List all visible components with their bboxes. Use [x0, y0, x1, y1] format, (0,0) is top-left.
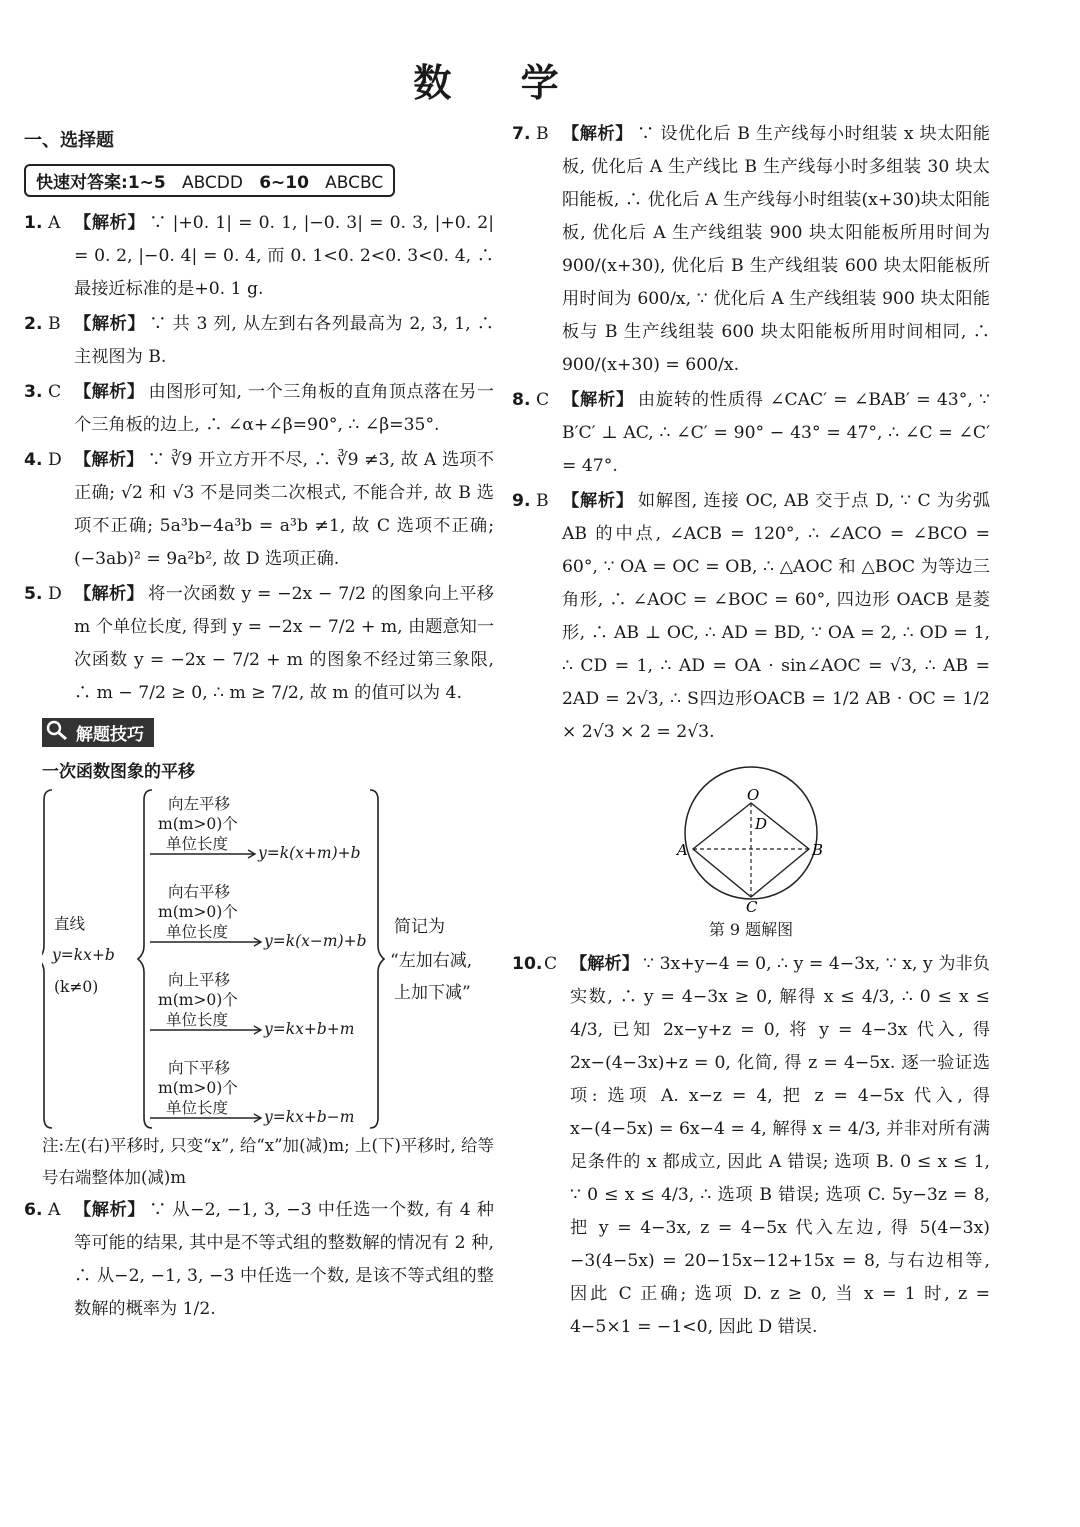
question-6 [24, 1194, 494, 1326]
answer-letter: A [48, 213, 61, 233]
answer-letter: C [544, 954, 558, 974]
line-equation: y=kx+b [52, 946, 115, 964]
analysis-tag: 【解析】 [74, 213, 146, 233]
question-10 [512, 948, 990, 1344]
point-b-label: B [812, 841, 824, 859]
mnemonic-1: 简记为 [394, 917, 445, 937]
page-title: 数 学 [413, 61, 587, 105]
analysis-text: 由图形可知, 一个三角板的直角顶点落在另一个三角板的边上, ∴ ∠α+∠β=90°, ∴ ∠β=35°. [74, 382, 494, 435]
analysis-tag: 【解析】 [74, 382, 145, 402]
analysis-text: 如解图, 连接 OC, AB 交于点 D, ∵ C 为劣弧 AB 的中点, ∠ACB = 120°, ∴ ∠ACO = ∠BCO = 60°, ∵ OA = OC = OB, ∴ △AOC 和 △BOC 为等边三角形, ∴ ∠AOC = ∠BOC = 60°, 四边形 OACB 是菱形, ∴ AB ⊥ OC, ∴ AD = BD, ∵ OA = 2, ∴ OD = 1, ∴ CD = 1, ∴ AD = OA · sin∠AOC = √3, ∴ AB = 2AD = 2√3, ∴ S四边形OACB = 1/2 AB · OC = 1/2 × 2√3 × 2 = 2√3. [562, 491, 990, 742]
tip-title: 一次函数图象的平移 [42, 762, 195, 782]
question-number: 5. [24, 584, 43, 604]
question-number: 3. [24, 382, 43, 402]
analysis-tag: 【解析】 [562, 390, 634, 410]
analysis-tag: 【解析】 [562, 491, 634, 511]
magnifier-icon [46, 720, 68, 740]
analysis-text: 将一次函数 y = −2x − 7/2 的图象向上平移 m 个单位长度, 得到 y = −2x − 7/2 + m, 由题意知一次函数 y = −2x − 7/2 + m 的图象不经过第三象限, ∴ m − 7/2 ≥ 0, ∴ m ≥ 7/2, 故 m 的值可以为 4. [74, 584, 495, 703]
question-3 [24, 376, 494, 442]
question-7 [512, 118, 990, 382]
circle-figure [671, 763, 831, 913]
section-heading: 一、选择题 [24, 130, 114, 151]
analysis-tag: 【解析】 [562, 124, 633, 144]
analysis-tag: 【解析】 [74, 450, 144, 470]
quick-answers-2: ABCBC [325, 173, 384, 193]
analysis-tag: 【解析】 [74, 584, 145, 604]
answer-letter: D [48, 584, 62, 604]
shift-amount: m(m>0)个 [158, 815, 238, 833]
shift-unit: 单位长度 [166, 923, 229, 941]
question-number: 8. [512, 390, 531, 410]
question-5 [24, 578, 494, 710]
point-c-label: C [746, 898, 758, 913]
answer-letter: C [536, 390, 550, 410]
analysis-tag: 【解析】 [570, 954, 640, 974]
question-number: 1. [24, 213, 43, 233]
figure-caption: 第 9 题解图 [708, 920, 794, 939]
question-number: 2. [24, 314, 43, 334]
analysis-tag: 【解析】 [74, 1200, 146, 1220]
shift-unit: 单位长度 [166, 1011, 229, 1029]
quick-range-1: 1~5 [127, 173, 166, 193]
tip-banner [42, 718, 154, 747]
left-column [24, 118, 494, 1328]
answer-letter: C [48, 382, 62, 402]
quick-answers-1: ABCDD [181, 173, 243, 193]
answer-letter: A [48, 1200, 61, 1220]
question-number: 9. [512, 491, 531, 511]
analysis-text: ∵ 设优化后 B 生产线每小时组装 x 块太阳能板, 优化后 A 生产线比 B 生产线每小时多组装 30 块太阳能板, ∴ 优化后 A 生产线每小时组装(x+30)块太阳能板, 优化后 A 生产线组装 900 块太阳能板所用时间为 900/(x+30), 优化后 B 生产线组装 600 块太阳能板所用时间为 600/x, ∵ 优化后 A 生产线组装 900 块太阳能板与 B 生产线组装 600 块太阳能板所用时间相同, ∴ 900/(x+30) = 600/x. [562, 124, 990, 375]
question-number: 6. [24, 1200, 43, 1220]
question-1 [24, 207, 494, 306]
analysis-text: ∵ |+0. 1| = 0. 1, |−0. 3| = 0. 3, |+0. 2| = 0. 2, |−0. 4| = 0. 4, 而 0. 1<0. 2<0. 3<0. 4, ∴ 最接近标准的是+0. 1 g. [74, 213, 494, 299]
figure-9 [512, 763, 990, 940]
question-number: 7. [512, 124, 531, 144]
answer-letter: B [48, 314, 61, 334]
question-9 [512, 485, 990, 749]
mnemonic-2: “左加右减, [390, 951, 473, 971]
shift-result: y=kx+b+m [264, 1020, 355, 1038]
right-column [512, 118, 990, 1346]
answer-letter: D [48, 450, 62, 470]
analysis-text: 由旋转的性质得 ∠CAC′ = ∠BAB′ = 43°, ∵ B′C′ ⊥ AC, ∴ ∠C′ = 90° − 43° = 47°, ∴ ∠C = ∠C′ = 47°. [562, 390, 990, 476]
analysis-tag: 【解析】 [74, 314, 146, 334]
tip-label: 解题技巧 [76, 725, 144, 745]
analysis-text: ∵ 共 3 列, 从左到右各列最高为 2, 3, 1, ∴ 主视图为 B. [74, 314, 494, 367]
shift-amount: m(m>0)个 [158, 991, 238, 1009]
line-label: 直线 [54, 915, 86, 933]
quick-answers-box [24, 164, 395, 197]
analysis-text: ∵ 3x+y−4 = 0, ∴ y = 4−3x, ∵ x, y 为非负实数, ∴ y = 4−3x ≥ 0, 解得 x ≤ 4/3, ∴ 0 ≤ x ≤ 4/3, 已知 2x−y+z = 0, 将 y = 4−3x 代入, 得 2x−(4−3x)+z = 0, 化简, 得 z = 4−5x. 逐一验证选项: 选项 A. x−z = 4, 把 z = 4−5x 代入, 得 x−(4−5x) = 6x−4 = 4, 解得 x = 4/3, 并非对所有满足条件的 x 都成立, 因此 A 错误; 选项 B. 0 ≤ x ≤ 1, ∵ 0 ≤ x ≤ 4/3, ∴ 选项 B 错误; 选项 C. 5y−3z = 8, 把 y = 4−3x, z = 4−5x 代入左边, 得 5(4−3x)−3(4−5x) = 20−15x−12+15x = 8, 与右边相等, 因此 C 正确; 选项 D. z ≥ 0, 当 x = 1 时, z = 4−5×1 = −1<0, 因此 D 错误. [570, 954, 990, 1337]
question-number: 10. [512, 954, 543, 974]
line-condition: (k≠0) [54, 978, 99, 996]
mnemonic-3: 上加下减” [394, 983, 471, 1003]
question-8 [512, 384, 990, 483]
question-number: 4. [24, 450, 43, 470]
shift-result: y=k(x+m)+b [258, 844, 361, 862]
tip-note: 注:左(右)平移时, 只变“x”, 给“x”加(减)m; 上(下)平移时, 给等号右端整体加(减)m [42, 1136, 494, 1187]
question-4 [24, 444, 494, 576]
shift-unit: 单位长度 [166, 1099, 229, 1117]
shift-dir: 向上平移 [168, 971, 231, 989]
analysis-text: ∵ ∛9 开立方开不尽, ∴ ∛9 ≠3, 故 A 选项不正确; √2 和 √3 不是同类二次根式, 不能合并, 故 B 选项不正确; 5a³b−4a³b = a³b ≠1, 故 C 选项不正确; (−3ab)² = 9a²b², 故 D 选项正确. [74, 450, 494, 569]
shift-dir: 向右平移 [168, 883, 231, 901]
shift-amount: m(m>0)个 [158, 1079, 238, 1097]
answer-letter: B [536, 491, 549, 511]
shift-unit: 单位长度 [166, 835, 229, 853]
shift-result: y=kx+b−m [264, 1108, 355, 1126]
quick-answers-label: 快速对答案: [36, 173, 128, 193]
point-d-label: D [755, 815, 768, 833]
shift-dir: 向左平移 [168, 795, 231, 813]
answer-letter: B [536, 124, 549, 144]
quick-range-2: 6~10 [259, 173, 309, 193]
shift-dir: 向下平移 [168, 1059, 231, 1077]
translation-diagram [42, 788, 512, 1130]
point-o-label: O [747, 786, 760, 804]
point-a-label: A [677, 841, 688, 859]
question-2 [24, 308, 494, 374]
shift-amount: m(m>0)个 [158, 903, 238, 921]
analysis-text: ∵ 从−2, −1, 3, −3 中任选一个数, 有 4 种等可能的结果, 其中是不等式组的整数解的情况有 2 种, ∴ 从−2, −1, 3, −3 中任选一个数, 是该不等式组的整数解的概率为 1/2. [74, 1200, 494, 1319]
shift-result: y=k(x−m)+b [264, 932, 367, 950]
